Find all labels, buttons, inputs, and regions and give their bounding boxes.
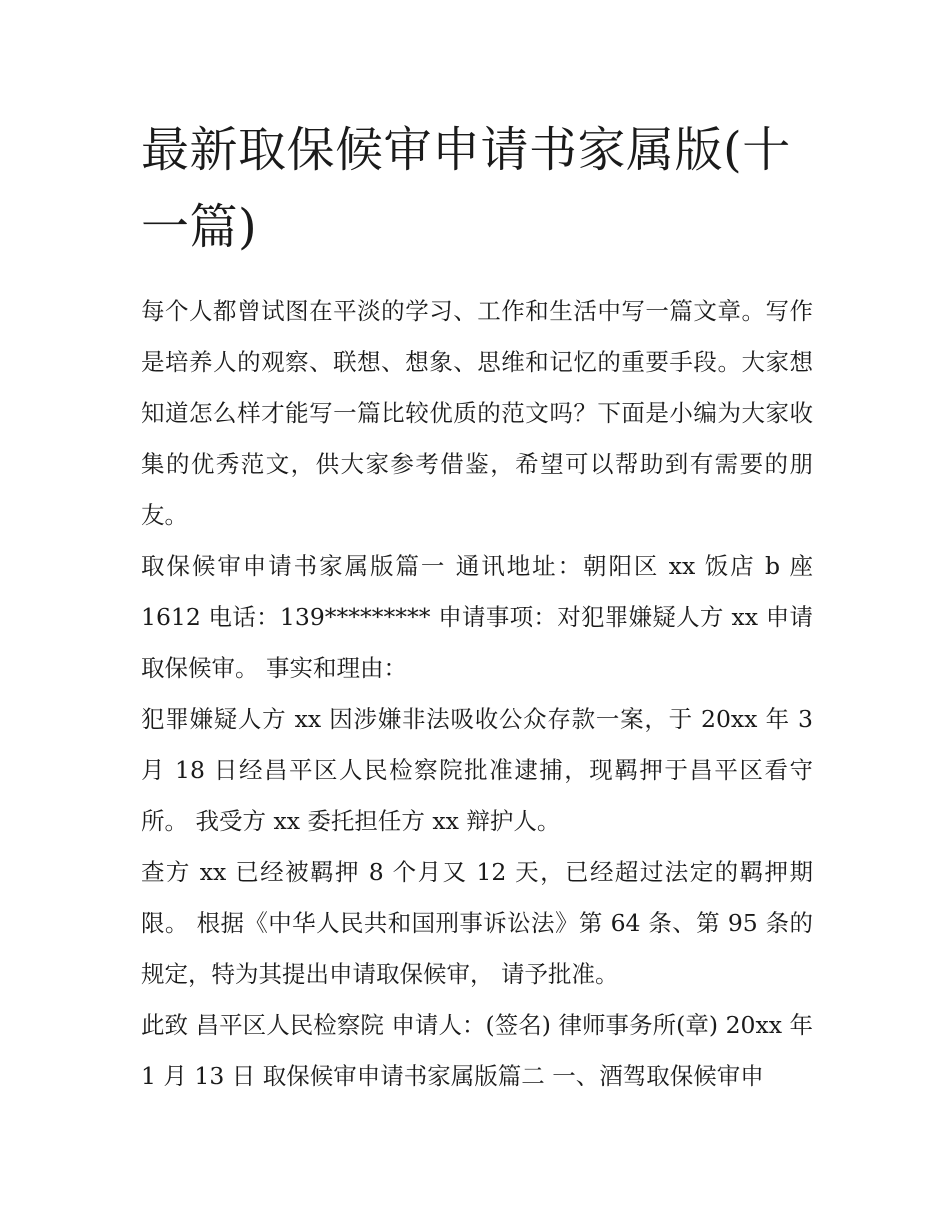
document-page [141,112,813,1102]
paragraph-legal-basis: 查方 xx 已经被羁押 8 个月又 12 天，已经超过法定的羁押期限。 根据《中华人民共和国刑事诉讼法》第 64 条、第 95 条的规定，特为其提出申请取保候审， 请予批准。 [141,858,813,988]
paragraph-closing: 此致 昌平区人民检察院 申请人：(签名) 律师事务所(章) 20xx 年 1 月 13 日 取保候审申请书家属版篇二 一、酒驾取保候审申 [141,1011,813,1090]
paragraph-applicant-info: 取保候审申请书家属版篇一 通讯地址：朝阳区 xx 饭店 b 座 1612 电话：139********* 申请事项：对犯罪嫌疑人方 xx 申请取保候审。 事实和理由： [141,552,813,682]
paragraph-case-facts: 犯罪嫌疑人方 xx 因涉嫌非法吸收公众存款一案，于 20xx 年 3 月 18 日经昌平区人民检察院批准逮捕，现羁押于昌平区看守所。 我受方 xx 委托担任方 xx 辩护人。 [141,705,813,835]
document-title: 最新取保候审申请书家属版(十一篇) [141,122,791,255]
paragraph-intro: 每个人都曾试图在平淡的学习、工作和生活中写一篇文章。写作是培养人的观察、联想、想象、思维和记忆的重要手段。大家想知道怎么样才能写一篇比较优质的范文吗？下面是小编为大家收集的优秀范文，供大家参考借鉴，希望可以帮助到有需要的朋友。 [141,297,813,529]
